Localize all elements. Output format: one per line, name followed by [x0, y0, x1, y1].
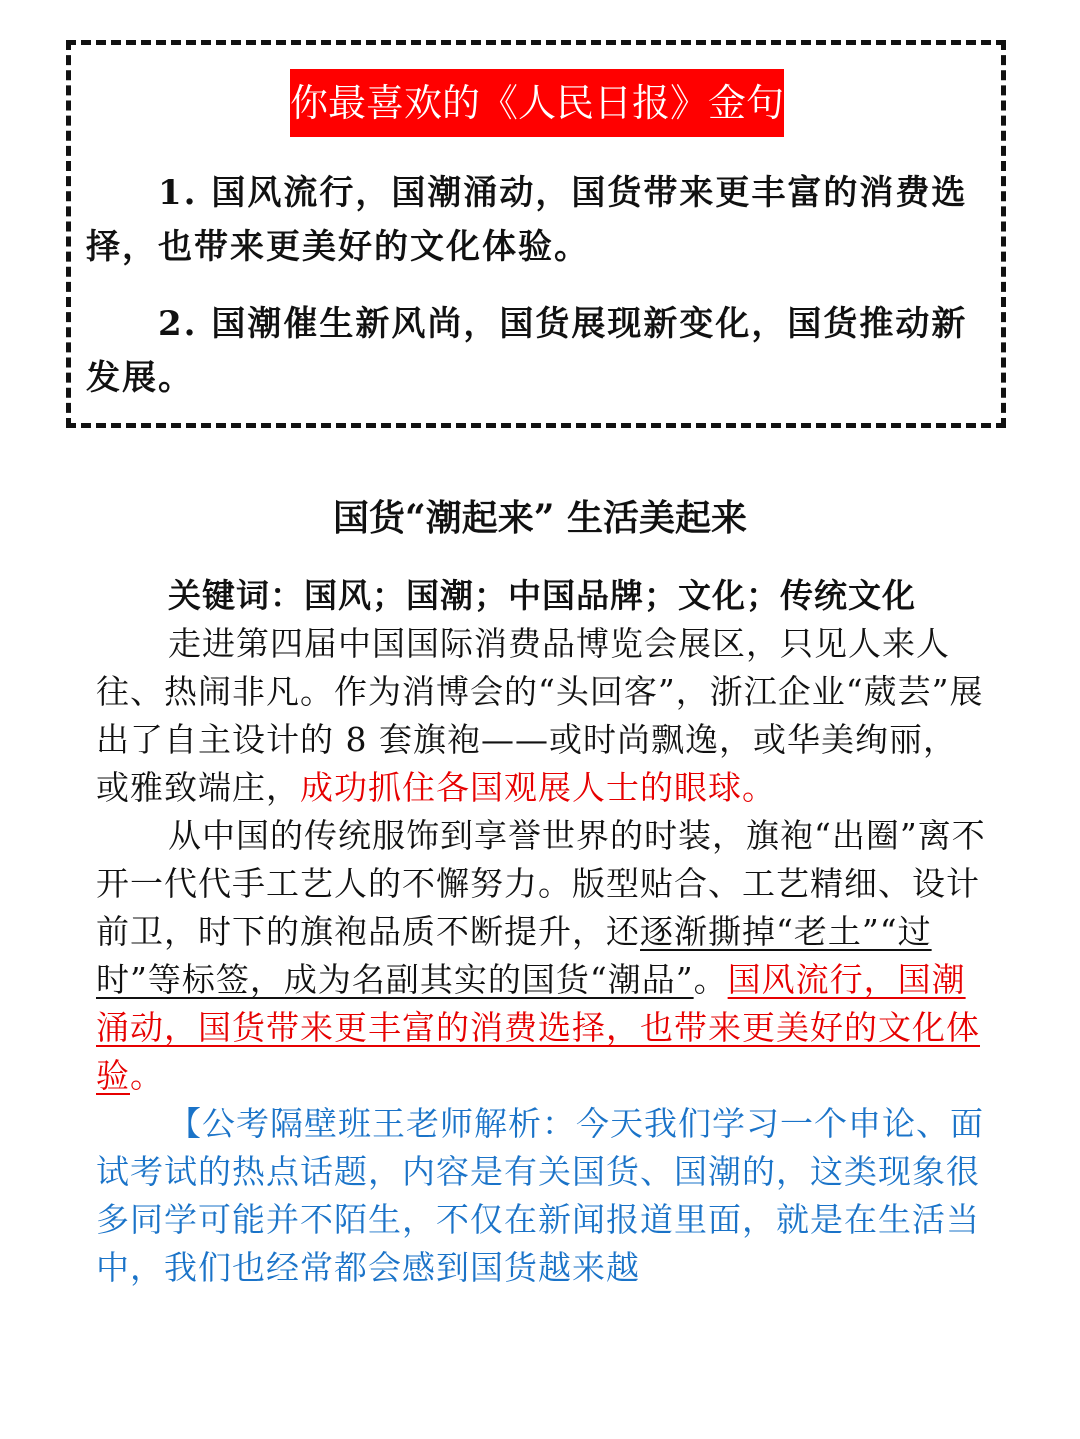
golden-quote-item: 1. 国风流行，国潮涌动，国货带来更丰富的消费选择，也带来更美好的文化体验。 [86, 173, 968, 267]
article-body [96, 572, 988, 1292]
paragraph-text: 从中国的传统服饰到享誉世界的时装，旗袍“出圈”离不开一代代手工艺人的不懈努力。版型贴合、工艺精细、设计前卫，时下的旗袍品质不断提升，还 [96, 816, 986, 951]
paragraph-text: 走进第四届中国国际消费品博览会展区，只见人来人往、热闹非凡。作为消博会的“头回客”，浙江企业“葳芸”展出了自主设计的 8 套旗袍——或时尚飘逸，或华美绚丽，或雅致端庄， [96, 624, 984, 807]
punctuation: 。 [130, 1056, 164, 1095]
underlined-text: 逐渐撕掉“老土”“过时”等标签，成为名副其实的国货“潮品” [96, 912, 932, 999]
article-title: 国货“潮起来” 生活美起来 [333, 497, 747, 539]
article-paragraph-2 [96, 812, 988, 1100]
article-paragraph-1 [96, 620, 988, 812]
highlight-underlined-text: 国风流行，国潮涌动，国货带来更丰富的消费选择，也带来更美好的文化体验 [96, 960, 980, 1095]
golden-quote-item: 2. 国潮催生新风尚，国货展现新变化，国货推动新发展。 [86, 304, 968, 398]
highlight-text: 成功抓住各国观展人士的眼球。 [300, 768, 776, 807]
teacher-analysis: 【公考隔壁班王老师解析：今天我们学习一个申论、面试考试的热点话题，内容是有关国货、国潮的，这类现象很多同学可能并不陌生，不仅在新闻报道里面，就是在生活当中，我们也经常都会感到国货越来越 [96, 1104, 984, 1287]
article-keywords: 关键词：国风；国潮；中国品牌；文化；传统文化 [168, 576, 916, 615]
punctuation: 。 [693, 960, 728, 999]
golden-quote-title: 你最喜欢的《人民日报》金句 [290, 69, 784, 137]
